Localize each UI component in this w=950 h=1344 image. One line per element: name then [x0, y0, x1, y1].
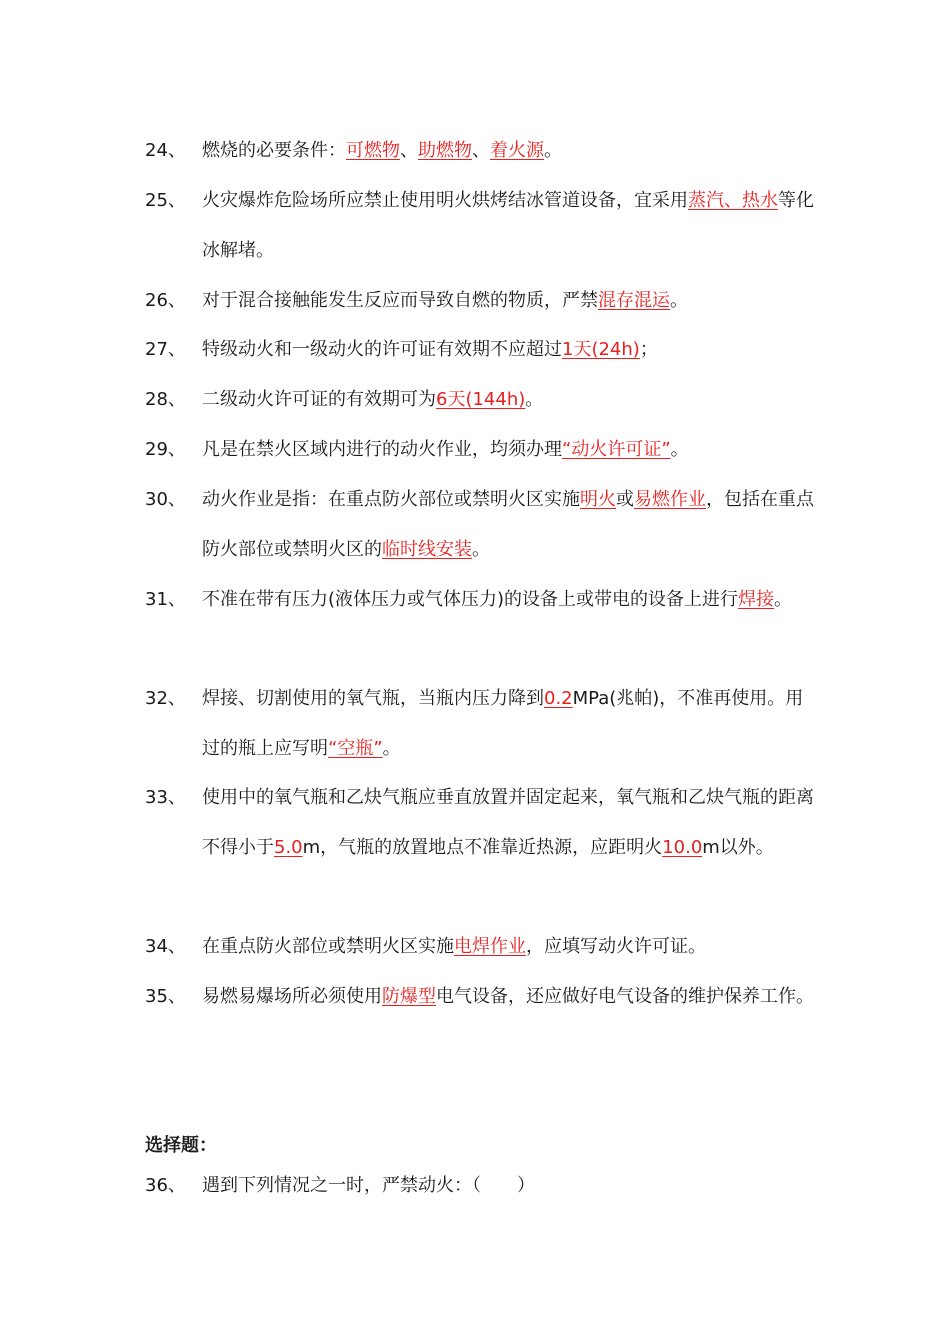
item-number: 26、: [145, 290, 186, 311]
answer: 1天(24h): [562, 339, 640, 360]
item-text: 等化冰解堵。: [202, 190, 814, 261]
item-number: 31、: [145, 589, 186, 610]
item-text: 。: [774, 589, 793, 610]
item-number: 35、: [145, 986, 186, 1007]
item-text: 、: [400, 140, 418, 161]
item-text: 火灾爆炸危险场所应禁止使用明火烘烤结冰管道设备，宜采用: [202, 190, 688, 211]
item-text: 、: [472, 140, 490, 161]
answer: 5.0: [274, 837, 303, 858]
fill-item-31: [145, 575, 815, 625]
item-number: 27、: [145, 339, 186, 360]
section-heading: 选择题：: [145, 1135, 217, 1156]
item-text: 。: [544, 140, 562, 161]
answer: 临时线安装: [382, 539, 472, 560]
fill-item-24: [145, 126, 815, 176]
fill-item-30: [145, 475, 815, 575]
fill-item-26: [145, 276, 815, 326]
choice-item-36: [145, 1163, 815, 1209]
answer: 助燃物: [418, 140, 472, 161]
item-text: 。: [670, 290, 688, 311]
item-text: 对于混合接触能发生反应而导致自燃的物质，严禁: [202, 290, 598, 311]
answer: 0.2: [544, 688, 573, 709]
item-text: 易燃易爆场所必须使用: [202, 986, 382, 1007]
answer: 可燃物: [346, 140, 400, 161]
question-text: 遇到下列情况之一时，严禁动火：（ ）: [202, 1175, 535, 1196]
item-text: 。: [472, 539, 490, 560]
item-text: 使用中的氧气瓶和乙炔气瓶应垂直放置并固定起来，氧气瓶和乙炔气瓶的距离不得小于: [202, 787, 814, 858]
item-text: 电气设备，还应做好电气设备的维护保养工作。: [436, 986, 814, 1007]
item-text: 不准在带有压力(液体压力或气体压力)的设备上或带电的设备上进行: [202, 589, 739, 610]
item-text: 特级动火和一级动火的许可证有效期不应超过: [202, 339, 562, 360]
item-text: 。: [670, 439, 689, 460]
answer: 防爆型: [382, 986, 436, 1007]
answer: “动火许可证”: [562, 439, 671, 460]
item-text: 二级动火许可证的有效期可为: [202, 389, 436, 410]
fill-item-29: [145, 425, 815, 475]
item-text: ，应填写动火许可证。: [526, 936, 706, 957]
item-text: 在重点防火部位或禁明火区实施: [202, 936, 454, 957]
item-text: m，气瓶的放置地点不准靠近热源，应距明火: [302, 837, 663, 858]
item-text: ；: [639, 339, 658, 360]
item-text: ，包括在重点防火部位或禁明火区的: [202, 489, 814, 560]
answer: 易燃作业: [634, 489, 706, 510]
fill-item-34: [145, 922, 815, 972]
item-text: 。: [525, 389, 544, 410]
item-text: 。: [382, 738, 401, 759]
item-text: 燃烧的必要条件：: [202, 140, 346, 161]
answer: 10.0: [662, 837, 703, 858]
answer: 明火: [580, 489, 616, 510]
item-text: 凡是在禁火区域内进行的动火作业，均须办理: [202, 439, 562, 460]
fill-item-25: [145, 176, 815, 276]
item-number: 34、: [145, 936, 186, 957]
item-number: 30、: [145, 489, 186, 510]
item-number: 32、: [145, 688, 186, 709]
item-number: 28、: [145, 389, 186, 410]
answer: 电焊作业: [454, 936, 526, 957]
item-number: 33、: [145, 787, 186, 808]
item-text: 焊接、切割使用的氧气瓶，当瓶内压力降到: [202, 688, 544, 709]
item-number: 29、: [145, 439, 186, 460]
answer: 蒸汽、热水: [688, 190, 778, 211]
fill-item-28: [145, 375, 815, 425]
item-number: 25、: [145, 190, 186, 211]
item-number: 36、: [145, 1175, 186, 1196]
answer: 着火源: [490, 140, 544, 161]
item-text: 动火作业是指：在重点防火部位或禁明火区实施: [202, 489, 580, 510]
answer: 焊接: [738, 589, 775, 610]
fill-item-35: [145, 972, 815, 1022]
item-text: 或: [616, 489, 634, 510]
answer: 混存混运: [598, 290, 670, 311]
item-text: MPa(兆帕)，不准再使用。用过的瓶上应写明: [202, 688, 804, 759]
fill-item-27: [145, 325, 815, 375]
item-text: m以外。: [702, 837, 774, 858]
item-number: 24、: [145, 140, 186, 161]
answer: “空瓶”: [328, 738, 383, 759]
answer: 6天(144h): [436, 389, 526, 410]
fill-item-33: [145, 773, 815, 873]
fill-item-32: [145, 674, 815, 774]
